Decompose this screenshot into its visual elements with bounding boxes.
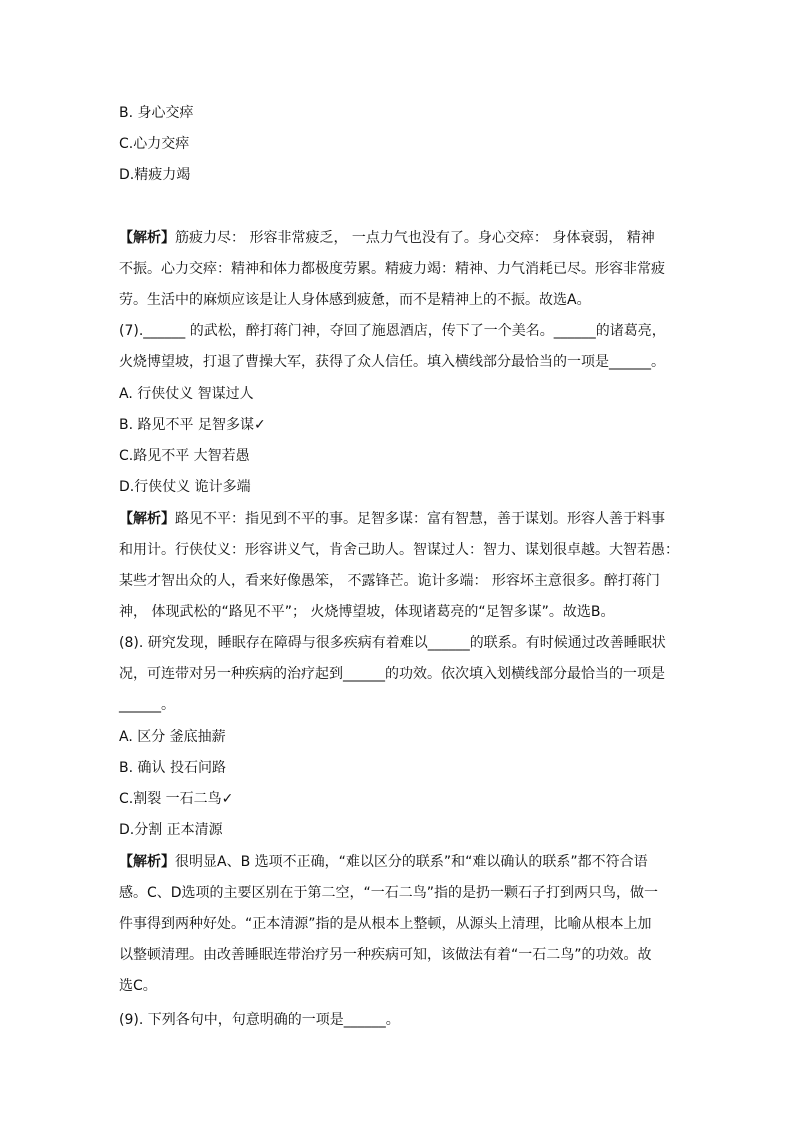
q7-option-d: D.行侠仗义 诡计多端 xyxy=(119,479,251,495)
q8-stem-line-1: (8). 研究发现，睡眠存在障碍与很多疾病有着难以______的联系。有时候通过改善睡眠状 xyxy=(119,635,666,651)
q6-analysis-line-1 xyxy=(119,229,655,247)
q6-option-c: C.心力交瘁 xyxy=(119,136,190,152)
analysis-text: 筋疲力尽： 形容非常疲乏， 一点力气也没有了。身心交瘁： 身体衰弱， 精神 xyxy=(175,230,655,246)
q8-option-b: B. 确认 投石问路 xyxy=(119,760,226,776)
q7-option-c: C.路见不平 大智若愚 xyxy=(119,448,250,464)
q7-analysis-line-1 xyxy=(119,510,665,528)
analysis-tag: 【解析】 xyxy=(119,511,175,527)
q6-analysis-line-3: 劳。生活中的麻烦应该是让人身体感到疲惫，而不是精神上的不振。故选A。 xyxy=(119,292,591,308)
q7-stem-line-1: (7).______ 的武松，醉打蒋门神，夺回了施恩酒店，传下了一个美名。______的诸葛亮， xyxy=(119,323,666,339)
q8-option-c: C.割裂 一石二鸟✓ xyxy=(119,791,234,807)
q8-analysis-line-2: 感。C、D选项的主要区别在于第二空，“一石二鸟”指的是扔一颗石子打到两只鸟，做一 xyxy=(119,885,659,901)
q8-analysis-line-4: 以整顿清理。由改善睡眠连带治疗另一种疾病可知，该做法有着“一石二鸟”的功效。故 xyxy=(119,947,652,963)
q6-option-d: D.精疲力竭 xyxy=(119,167,191,183)
q8-analysis-line-1 xyxy=(119,853,648,871)
analysis-text: 路见不平：指见到不平的事。足智多谋：富有智慧，善于谋划。形容人善于料事 xyxy=(175,511,665,527)
q8-analysis-line-5: 选C。 xyxy=(119,978,157,994)
q6-option-b: B. 身心交瘁 xyxy=(119,105,194,121)
q8-stem-line-3: ______。 xyxy=(119,697,175,713)
analysis-text: 很明显A、B 选项不正确，“难以区分的联系”和“难以确认的联系”都不符合语 xyxy=(175,854,648,870)
q8-analysis-line-3: 件事得到两种好处。“正本清源”指的是从根本上整顿，从源头上清理，比喻从根本上加 xyxy=(119,916,652,932)
q9-stem-line-1: (9). 下列各句中，句意明确的一项是______。 xyxy=(119,1012,400,1028)
q7-analysis-line-4: 神， 体现武松的“路见不平”； 火烧博望坡，体现诸葛亮的“足智多谋”。故选B。 xyxy=(119,604,615,620)
q8-option-a: A. 区分 釜底抽薪 xyxy=(119,729,226,745)
q7-option-b: B. 路见不平 足智多谋✓ xyxy=(119,417,266,433)
q8-stem-line-2: 况，可连带对另一种疾病的治疗起到______的功效。依次填入划横线部分最恰当的一项是 xyxy=(119,666,665,682)
q7-analysis-line-2: 和用计。行侠仗义：形容讲义气，肯舍己助人。智谋过人：智力、谋划很卓越。大智若愚： xyxy=(119,542,679,558)
q7-stem-line-2: 火烧博望坡，打退了曹操大军，获得了众人信任。填入横线部分最恰当的一项是______。 xyxy=(119,354,665,370)
q7-option-a: A. 行侠仗义 智谋过人 xyxy=(119,386,254,402)
analysis-tag: 【解析】 xyxy=(119,230,175,246)
analysis-tag: 【解析】 xyxy=(119,854,175,870)
q7-analysis-line-3: 某些才智出众的人，看来好像愚笨， 不露锋芒。诡计多端： 形容坏主意很多。醉打蒋门 xyxy=(119,573,660,589)
q6-analysis-line-2: 不振。心力交瘁：精神和体力都极度劳累。精疲力竭：精神、力气消耗已尽。形容非常疲 xyxy=(119,261,665,277)
q8-option-d: D.分割 正本清源 xyxy=(119,822,223,838)
